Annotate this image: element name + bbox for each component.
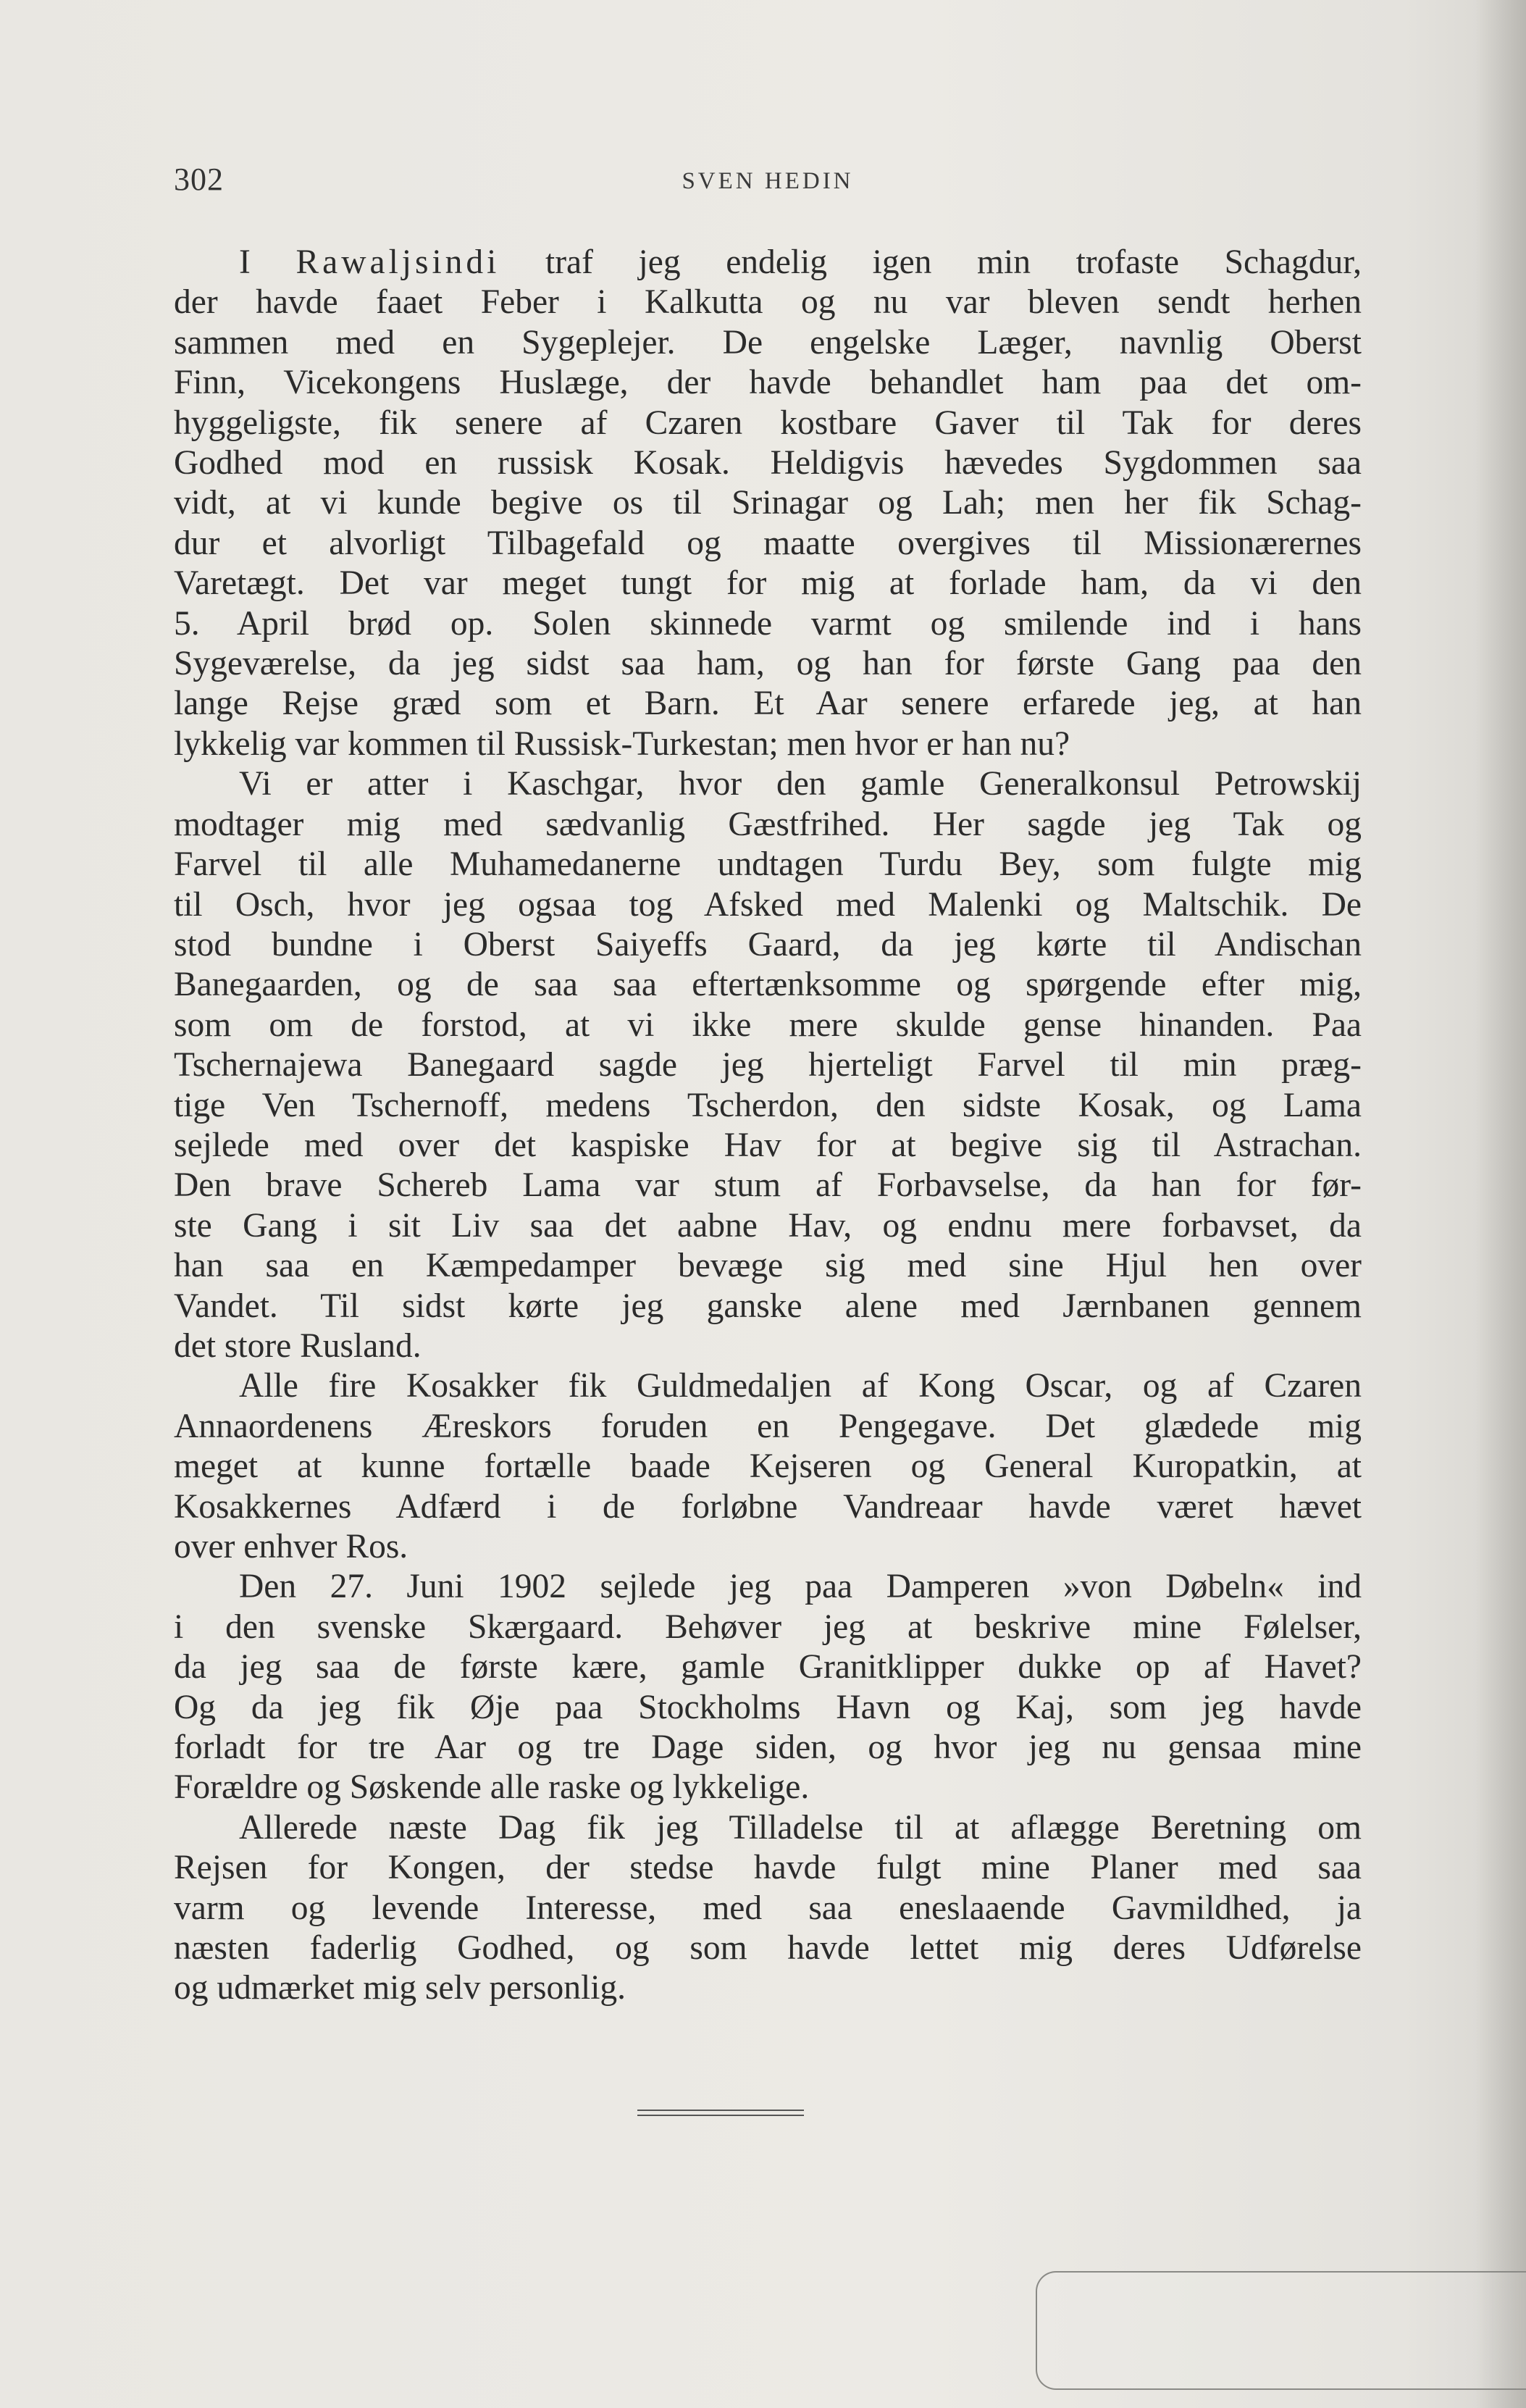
text-line: 5. April brød op. Solen skinnede varmt og smilende ind i hans — [174, 604, 1362, 643]
paragraph — [174, 243, 1362, 764]
end-rule-top — [637, 2110, 804, 2111]
text-line: han saa en Kæmpedamper bevæge sig med sine Hjul hen over — [174, 1247, 1362, 1285]
text-line: vidt, at vi kunde begive os til Srinagar og Lah; men her fik Schag- — [174, 484, 1362, 522]
text-line: Godhed mod en russisk Kosak. Heldigvis hævedes Sygdommen saa — [174, 444, 1362, 482]
text-line: lange Rejse græd som et Barn. Et Aar senere erfarede jeg, at han — [174, 685, 1362, 723]
text-line: meget at kunne fortælle baade Kejseren og General Kuropatkin, at — [174, 1447, 1362, 1486]
body-text — [174, 243, 1362, 2009]
text-line: Rejsen for Kongen, der stedse havde fulgt mine Planer med saa — [174, 1849, 1362, 1887]
page-edge-shadow — [1475, 0, 1526, 2408]
text-line: stod bundne i Oberst Saiyeffs Gaard, da jeg kørte til Andischan — [174, 925, 1362, 963]
text-line: Den brave Schereb Lama var stum af Forbavselse, da han for før- — [174, 1166, 1362, 1205]
page-header — [174, 161, 1362, 204]
text-line: Farvel til alle Muhamedanerne undtagen Turdu Bey, som fulgte mig — [174, 845, 1362, 884]
text-line: som om de forstod, at vi ikke mere skulde gense hinanden. Paa — [174, 1006, 1362, 1044]
paragraph — [174, 1808, 1362, 2009]
running-head: SVEN HEDIN — [682, 168, 854, 194]
text-line: sejlede med over det kaspiske Hav for at begive sig til Astrachan. — [174, 1126, 1362, 1164]
text-line: hyggeligste, fik senere af Czaren kostbare Gaver til Tak for deres — [174, 404, 1362, 442]
text-line: Kosakkernes Adfærd i de forløbne Vandreaar havde været hævet — [174, 1487, 1362, 1526]
text-line: da jeg saa de første kære, gamle Granitklipper dukke op af Havet? — [174, 1648, 1362, 1686]
text-line: Og da jeg fik Øje paa Stockholms Havn og Kaj, som jeg havde — [174, 1688, 1362, 1726]
text-line: Annaordenens Æreskors foruden en Pengegave. Det glædede mig — [174, 1407, 1362, 1445]
paragraph — [174, 1366, 1362, 1567]
text-line: næsten faderlig Godhed, og som havde lettet mig deres Udførelse — [174, 1929, 1362, 1968]
text-line: sammen med en Sygeplejer. De engelske Læger, navnlig Oberst — [174, 323, 1362, 361]
text-line: lykkelig var kommen til Russisk-Turkestan; men hvor er han nu? — [174, 724, 1070, 763]
end-rule-bottom — [637, 2115, 804, 2116]
text-line: Varetægt. Det var meget tungt for mig at forlade ham, da vi den — [174, 564, 1362, 603]
paragraph — [174, 1567, 1362, 1807]
text-line: Tschernajewa Banegaard sagde jeg hjerteligt Farvel til min præg- — [174, 1046, 1362, 1084]
text-line: Allerede næste Dag fik jeg Tilladelse til at aflægge Beretning om — [239, 1808, 1362, 1847]
text-line: over enhver Ros. — [174, 1528, 408, 1565]
text-line: der havde faaet Feber i Kalkutta og nu var bleven sendt herhen — [174, 283, 1362, 322]
text-line: tige Ven Tschernoff, medens Tscherdon, den sidste Kosak, og Lama — [174, 1086, 1362, 1124]
text-line: forladt for tre Aar og tre Dage siden, og hvor jeg nu gensaa mine — [174, 1728, 1362, 1767]
text-line: varm og levende Interesse, med saa eneslaaende Gavmildhed, ja — [174, 1889, 1362, 1927]
text-line: Finn, Vicekongens Huslæge, der havde behandlet ham paa det om- — [174, 364, 1362, 402]
text-line: Banegaarden, og de saa saa eftertænksomme og spørgende efter mig, — [174, 966, 1362, 1004]
text-line: det store Rusland. — [174, 1326, 422, 1365]
library-label-box — [1036, 2271, 1526, 2390]
text-line: og udmærket mig selv personlig. — [174, 1969, 626, 2007]
emphasized-place-name: Rawaljsindi — [295, 243, 500, 281]
text-line: Vi er atter i Kaschgar, hvor den gamle Generalkonsul Petrowskij — [239, 765, 1362, 803]
text-line: Alle fire Kosakker fik Guldmedaljen af Kong Oscar, og af Czaren — [239, 1367, 1362, 1405]
text-line: dur et alvorligt Tilbagefald og maatte overgives til Missionærernes — [174, 524, 1362, 562]
text-line: Sygeværelse, da jeg sidst saa ham, og han for første Gang paa den — [174, 645, 1362, 683]
text-line: til Osch, hvor jeg ogsaa tog Afsked med Malenki og Maltschik. De — [174, 885, 1362, 924]
text-line: Forældre og Søskende alle raske og lykkelige. — [174, 1768, 810, 1807]
text-line: i den svenske Skærgaard. Behøver jeg at beskrive mine Følelser, — [174, 1608, 1362, 1646]
text-line: I Rawaljsindi traf jeg endelig igen min trofaste Schagdur, — [239, 243, 1362, 281]
text-line: modtager mig med sædvanlig Gæstfrihed. Her sagde jeg Tak og — [174, 805, 1362, 843]
paragraph — [174, 764, 1362, 1366]
text-line: Den 27. Juni 1902 sejlede jeg paa Damperen »von Døbeln« ind — [239, 1568, 1362, 1606]
text-line: ste Gang i sit Liv saa det aabne Hav, og endnu mere forbavset, da — [174, 1206, 1362, 1245]
text-line: Vandet. Til sidst kørte jeg ganske alene med Jærnbanen gennem — [174, 1287, 1362, 1325]
page-number: 302 — [174, 162, 224, 197]
